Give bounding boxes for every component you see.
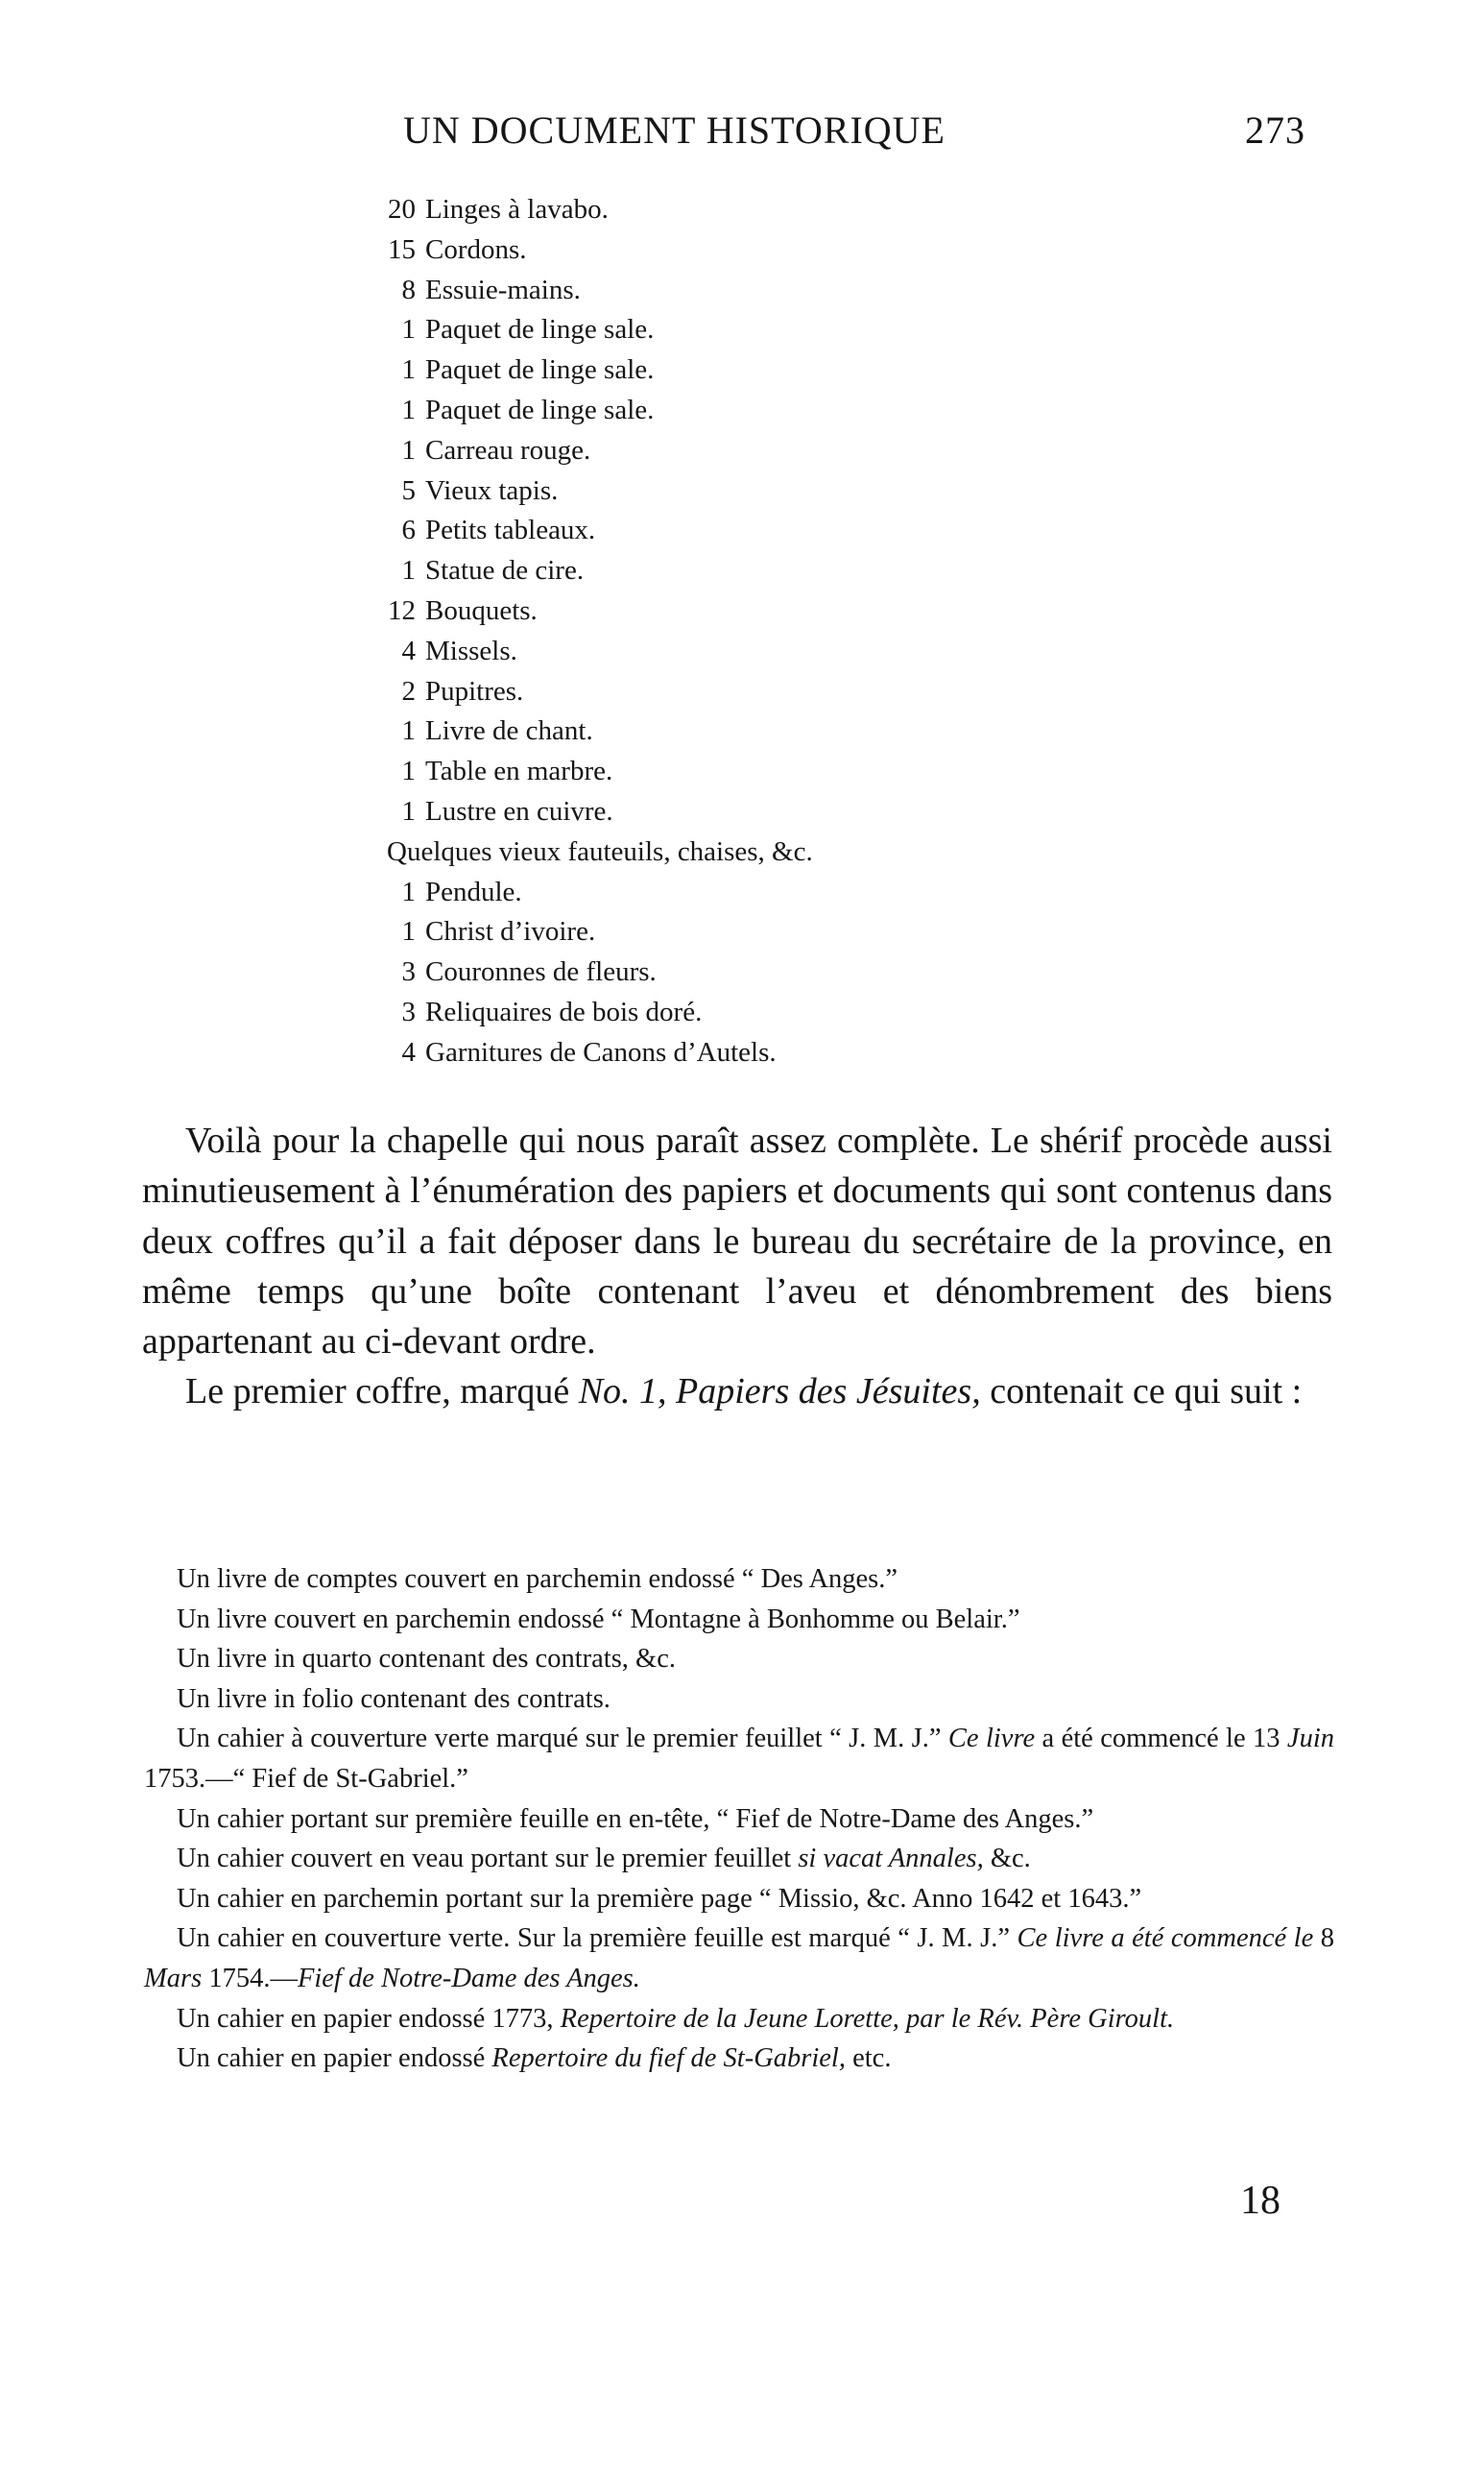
page-number: 273	[1245, 109, 1305, 152]
item-quantity: 2	[401, 675, 416, 707]
item-quantity: 1	[401, 876, 416, 907]
inventory-item	[370, 551, 1041, 591]
list-item: Un cahier portant sur première feuille en en-tête, “ Fief de Notre-Dame des Anges.”	[177, 1803, 1094, 1834]
item-quantity: 8	[401, 274, 416, 305]
list-item: Un cahier en papier endossé 1773, Repertoire de la Jeune Lorette, par le Rév. Père Giroult.	[177, 2003, 1175, 2034]
list-item: Un cahier à couverture verte marqué sur le premier feuillet “ J. M. J.” Ce livre a été commencé le 13 Juin 1753.—“ Fief de St-Gabriel.”	[144, 1724, 1334, 1794]
inventory-item	[370, 230, 1041, 271]
item-label: Pendule.	[425, 876, 522, 907]
item-label: Couronnes de fleurs.	[425, 956, 657, 988]
list-item: Un livre in folio contenant des contrats.	[177, 1683, 610, 1714]
item-label: Missels.	[425, 635, 517, 666]
inventory-item	[370, 391, 1041, 431]
item-quantity: 15	[388, 233, 416, 265]
papers-list	[144, 1559, 1334, 2079]
inventory-item	[370, 190, 1041, 230]
item-quantity: 1	[401, 715, 416, 747]
item-quantity: 1	[401, 394, 416, 425]
item-label: Petits tableaux.	[425, 515, 596, 546]
running-header	[403, 108, 1305, 156]
item-label: Linges à lavabo.	[425, 194, 609, 225]
item-quantity: 20	[388, 194, 416, 225]
item-quantity: 3	[401, 956, 416, 988]
item-label: Quelques vieux fauteuils, chaises, &c.	[387, 835, 813, 867]
item-quantity: 3	[401, 996, 416, 1027]
body-text	[142, 1116, 1332, 1417]
item-label: Garnitures de Canons d’Autels.	[425, 1036, 777, 1068]
inventory-item	[370, 712, 1041, 752]
inventory-item	[370, 591, 1041, 632]
inventory-item	[370, 350, 1041, 391]
item-quantity: 1	[401, 555, 416, 587]
item-label: Table en marbre.	[425, 756, 613, 787]
item-label: Pupitres.	[425, 675, 524, 707]
item-label: Reliquaires de bois doré.	[425, 996, 703, 1027]
item-quantity: 12	[388, 594, 416, 626]
inventory-item	[370, 993, 1041, 1033]
list-item: Un livre couvert en parchemin endossé “ Montagne à Bonhomme ou Belair.”	[177, 1604, 1020, 1634]
inventory-item	[370, 672, 1041, 712]
item-label: Vieux tapis.	[425, 474, 559, 506]
list-item: Un livre de comptes couvert en parchemin endossé “ Des Anges.”	[177, 1564, 898, 1594]
inventory-item	[370, 271, 1041, 311]
list-item: Un livre in quarto contenant des contrats, &c.	[177, 1644, 676, 1675]
inventory-item	[370, 873, 1041, 913]
inventory-item	[370, 471, 1041, 512]
chapel-inventory-list	[370, 190, 1041, 1074]
list-item: Un cahier en parchemin portant sur la première page “ Missio, &c. Anno 1642 et 1643.”	[177, 1883, 1142, 1914]
inventory-item	[370, 912, 1041, 953]
item-label: Cordons.	[425, 233, 527, 265]
list-item: Un cahier en papier endossé Repertoire du fief de St-Gabriel, etc.	[177, 2043, 892, 2074]
item-quantity: 6	[401, 515, 416, 546]
inventory-item	[387, 832, 1041, 873]
item-label: Lustre en cuivre.	[425, 795, 613, 827]
item-quantity: 5	[401, 474, 416, 506]
signature-mark: 18	[1240, 2179, 1281, 2223]
item-label: Christ d’ivoire.	[425, 916, 596, 948]
item-quantity: 4	[401, 1036, 416, 1068]
item-label: Statue de cire.	[425, 555, 585, 587]
inventory-item	[370, 511, 1041, 551]
item-quantity: 1	[401, 434, 416, 466]
item-quantity: 1	[401, 916, 416, 948]
inventory-item	[370, 310, 1041, 350]
item-label: Essuie-mains.	[425, 274, 581, 305]
item-label: Paquet de linge sale.	[425, 394, 655, 425]
item-label: Bouquets.	[425, 594, 538, 626]
item-quantity: 1	[401, 354, 416, 386]
item-quantity: 1	[401, 756, 416, 787]
inventory-item	[370, 953, 1041, 993]
italic-phrase: No. 1, Papiers des Jésuites,	[578, 1371, 981, 1412]
inventory-item	[370, 792, 1041, 832]
inventory-item	[370, 632, 1041, 672]
paragraph: Le premier coffre, marqué No. 1, Papiers des Jésuites, contenait ce qui suit :	[185, 1371, 1303, 1412]
inventory-item	[370, 752, 1041, 792]
item-quantity: 4	[401, 635, 416, 666]
paragraph: Voilà pour la chapelle qui nous paraît assez complète. Le shérif procède aussi minutieusement à l’énumération des papiers et documents qui sont contenus dans deux coffres qu’il a fait déposer dans le bureau du secrétaire de la province, en même temps qu’une boîte contenant l’aveu et dénombrement des biens appartenant au ci-devant ordre.	[142, 1121, 1332, 1363]
item-label: Paquet de linge sale.	[425, 354, 655, 386]
item-label: Livre de chant.	[425, 715, 593, 747]
list-item: Un cahier couvert en veau portant sur le premier feuillet si vacat Annales, &c.	[177, 1844, 1031, 1874]
item-label: Paquet de linge sale.	[425, 314, 655, 346]
inventory-item	[370, 1033, 1041, 1074]
running-title: UN DOCUMENT HISTORIQUE	[403, 109, 945, 152]
item-quantity: 1	[401, 795, 416, 827]
list-item: Un cahier en couverture verte. Sur la première feuille est marqué “ J. M. J.” Ce livre a été commencé le 8 Mars 1754.—Fief de Notre-Dame des Anges.	[144, 1923, 1334, 1993]
item-quantity: 1	[401, 314, 416, 346]
inventory-item	[370, 431, 1041, 471]
item-label: Carreau rouge.	[425, 434, 591, 466]
